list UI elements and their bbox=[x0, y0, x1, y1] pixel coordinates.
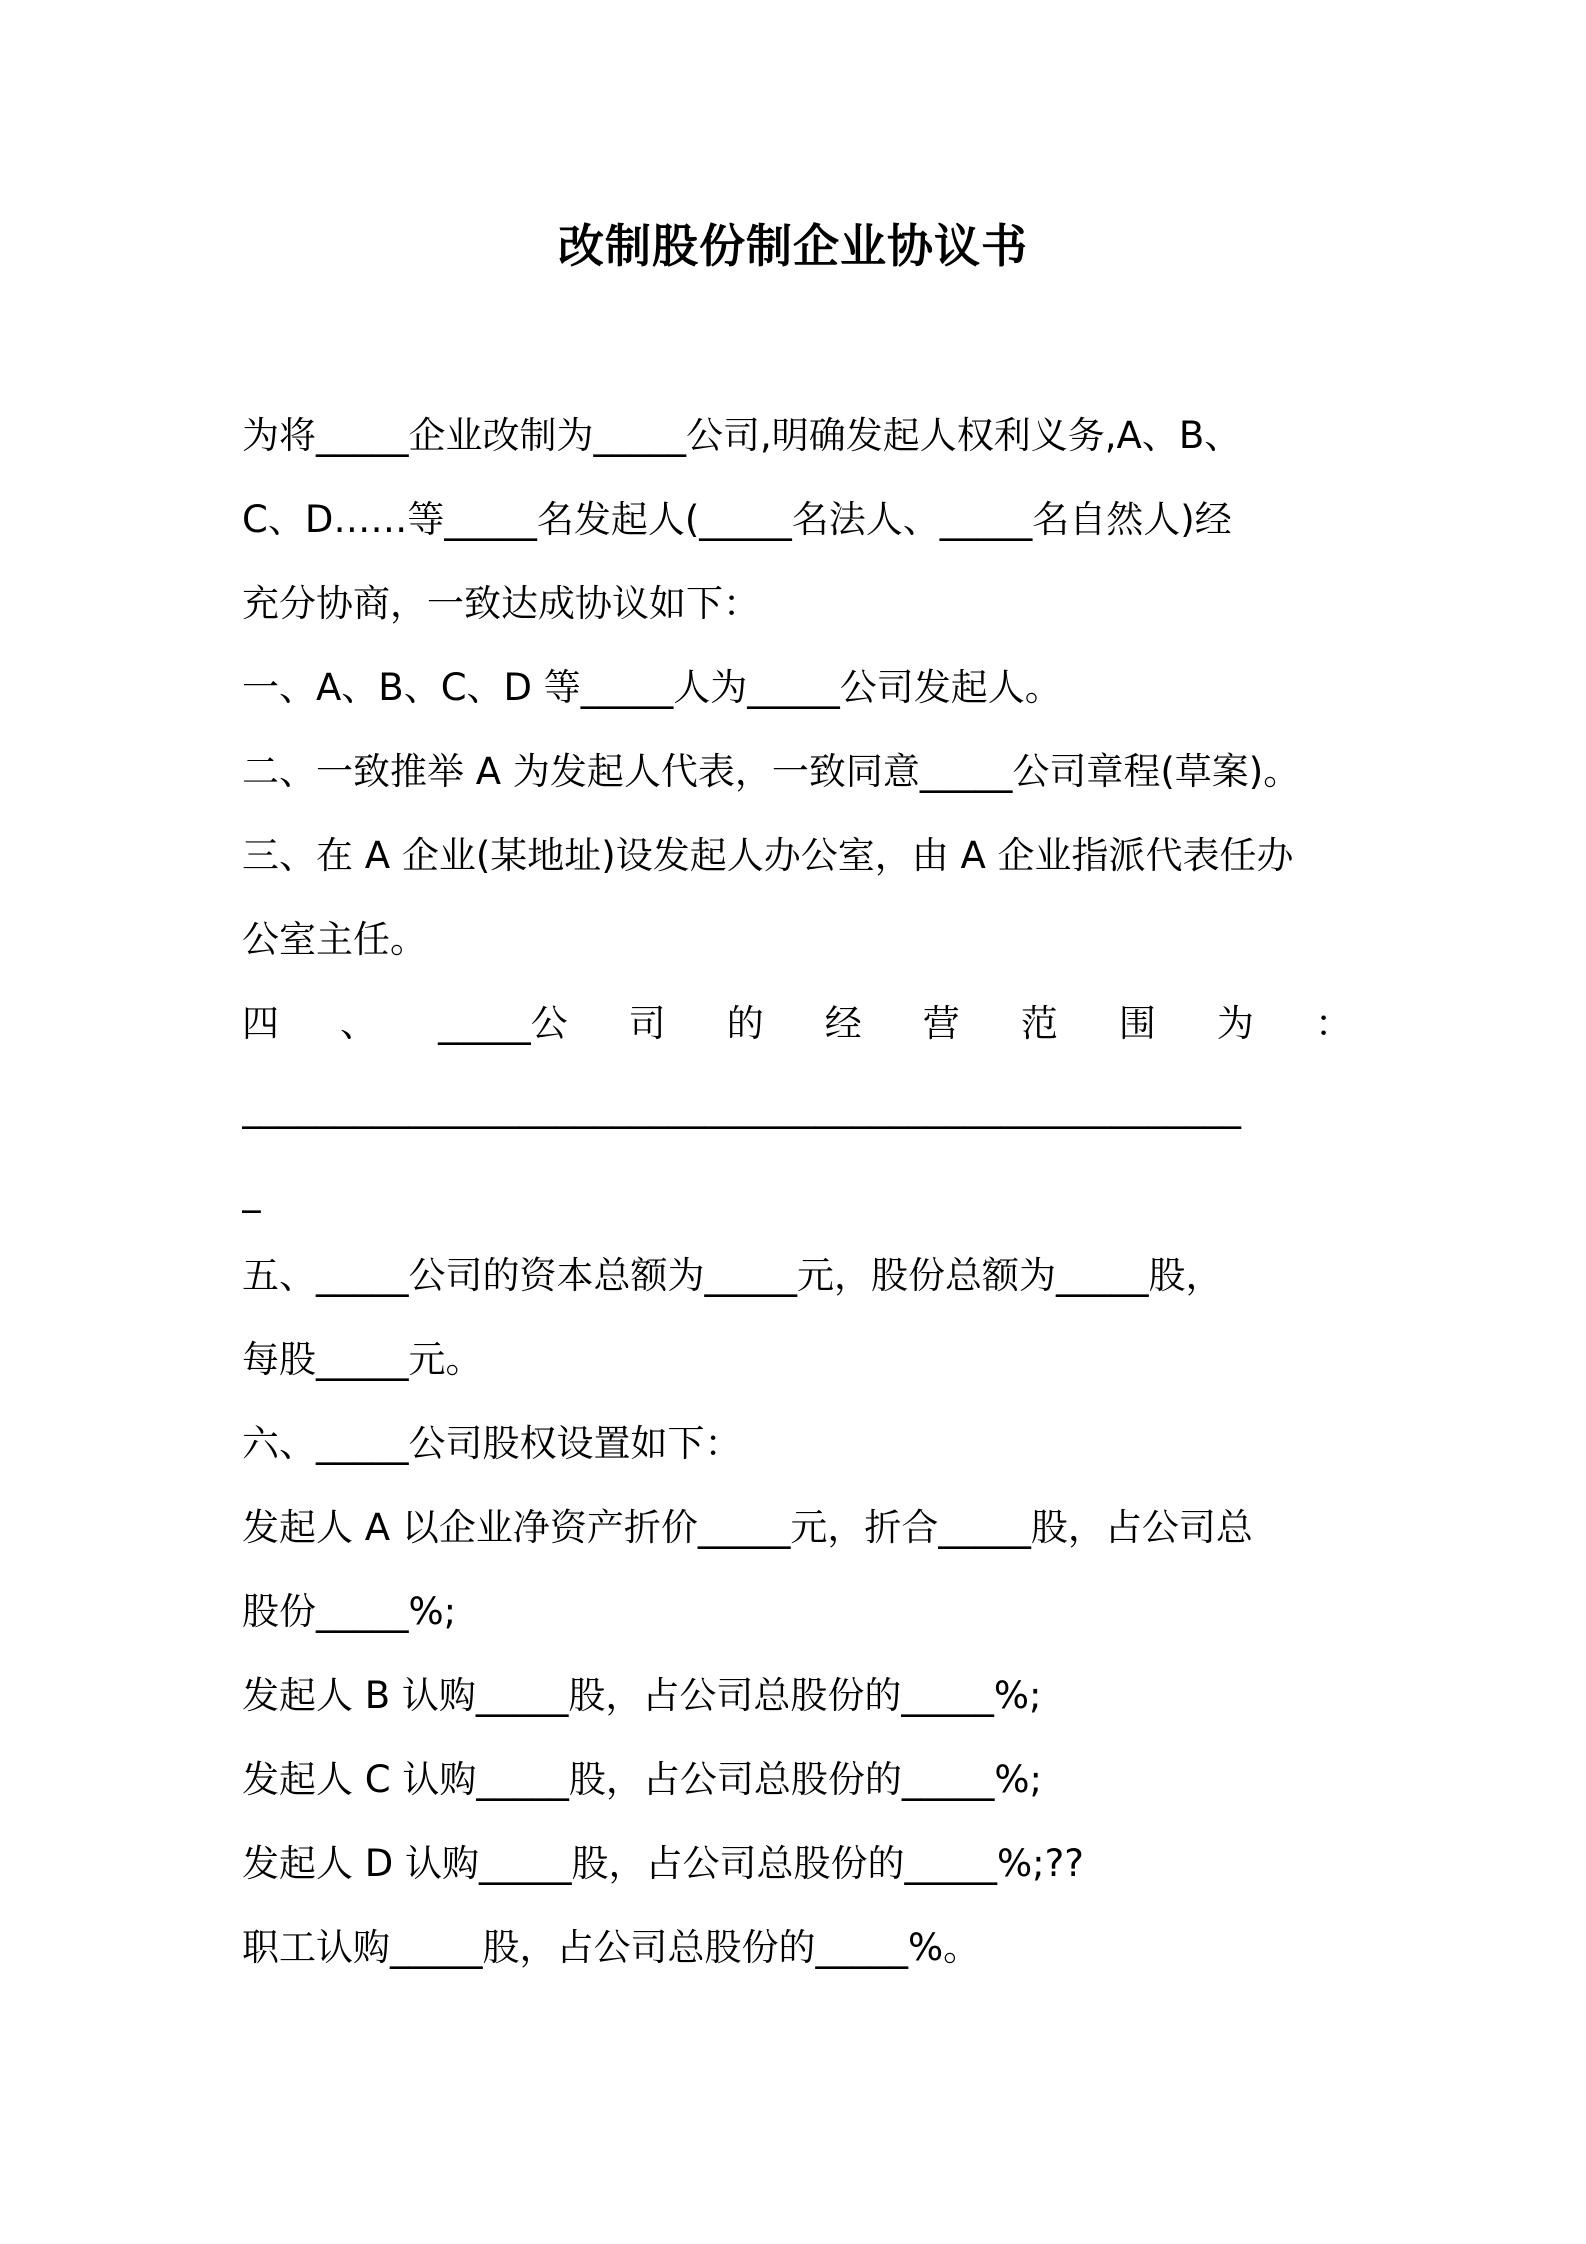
clause-4-part: 、 bbox=[340, 1002, 378, 1045]
clause-4-part: 的 bbox=[726, 1002, 764, 1045]
clause-4-part: 四 bbox=[242, 1002, 279, 1045]
clause-3: 三、在 A 企业(某地址)设发起人办公室，由 A 企业指派代表任办 bbox=[242, 834, 1294, 877]
clause-4-part: _____公 bbox=[438, 1002, 568, 1045]
shareholder-a-continued: 股份_____%; bbox=[242, 1590, 457, 1633]
clause-4-part: 经 bbox=[824, 1002, 862, 1045]
shareholder-c: 发起人 C 认购_____股，占公司总股份的_____%; bbox=[242, 1758, 1042, 1801]
clause-5-continued: 每股_____元。 bbox=[242, 1338, 483, 1381]
blank-line-end: _ bbox=[242, 1170, 261, 1213]
clause-4-part: 司 bbox=[628, 1002, 666, 1045]
clause-3-continued: 公室主任。 bbox=[242, 918, 427, 961]
clause-4-part: 围 bbox=[1118, 1002, 1156, 1045]
shareholder-a: 发起人 A 以企业净资产折价_____元，折合_____股，占公司总 bbox=[242, 1506, 1253, 1549]
paragraph-line: 充分协商，一致达成协议如下： bbox=[242, 582, 760, 625]
paragraph-line: 为将_____企业改制为_____公司,明确发起人权利义务,A、B、 bbox=[242, 414, 1242, 457]
clause-4-part: 营 bbox=[922, 1002, 960, 1045]
clause-4-part: 为 bbox=[1216, 1002, 1254, 1045]
clause-2: 二、一致推举 A 为发起人代表，一致同意_____公司章程(草案)。 bbox=[242, 750, 1301, 793]
clause-4-part: 范 bbox=[1020, 1002, 1058, 1045]
clause-5: 五、_____公司的资本总额为_____元，股份总额为_____股， bbox=[242, 1254, 1223, 1297]
clause-4 bbox=[242, 996, 1352, 1052]
paragraph-line: C、D……等_____名发起人(_____名法人、_____名自然人)经 bbox=[242, 498, 1232, 541]
clause-6: 六、_____公司股权设置如下： bbox=[242, 1422, 742, 1465]
blank-line: ______________________________________________________ bbox=[242, 1086, 1241, 1129]
clause-1: 一、A、B、C、D 等_____人为_____公司发起人。 bbox=[242, 666, 1062, 709]
shareholder-b: 发起人 B 认购_____股，占公司总股份的_____%; bbox=[242, 1674, 1042, 1717]
clause-4-part: ： bbox=[1314, 1002, 1352, 1045]
shareholder-d: 发起人 D 认购_____股，占公司总股份的_____%;?? bbox=[242, 1842, 1084, 1885]
document-title: 改制股份制企业协议书 bbox=[558, 219, 1028, 273]
employee-shares: 职工认购_____股，占公司总股份的_____%。 bbox=[242, 1926, 981, 1969]
